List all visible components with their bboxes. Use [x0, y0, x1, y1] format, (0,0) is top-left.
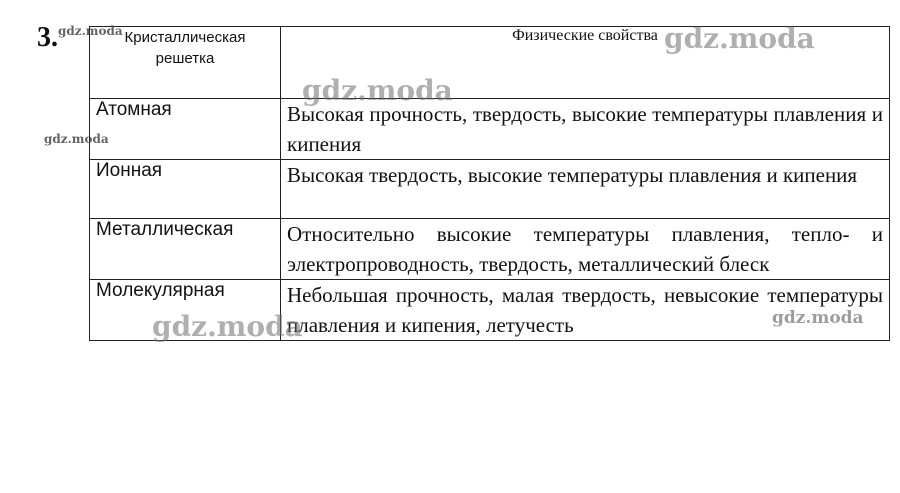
table-row	[90, 99, 890, 160]
watermark: gdz.moda	[152, 310, 303, 343]
lattice-name-cell: Ионная	[90, 160, 281, 219]
properties-cell: Высокая твердость, высокие температуры плавления и кипения	[281, 160, 890, 219]
watermark: gdz.moda	[44, 132, 109, 146]
properties-cell: Небольшая прочность, малая твердость, невысокие температуры плавления и кипения, летучесть	[281, 280, 890, 341]
table-row	[90, 160, 890, 219]
task-number: 3.	[37, 22, 58, 53]
lattice-name-cell: Атомная	[90, 99, 281, 160]
table-row	[90, 280, 890, 341]
lattice-name-cell: Молекулярная	[90, 280, 281, 341]
crystal-lattice-table	[89, 26, 890, 341]
watermark: gdz.moda	[302, 74, 453, 107]
watermark: gdz.moda	[58, 24, 123, 38]
watermark: gdz.moda	[772, 308, 864, 328]
properties-cell: Высокая прочность, твердость, высокие температуры плавления и кипения	[281, 99, 890, 160]
table-row	[90, 219, 890, 280]
watermark: gdz.moda	[664, 22, 815, 55]
header-properties: Физические свойства	[281, 27, 890, 99]
table-header-row	[90, 27, 890, 99]
lattice-name-cell: Металлическая	[90, 219, 281, 280]
header-lattice: Кристаллическая решетка	[90, 27, 281, 99]
properties-cell: Относительно высокие температуры плавления, тепло- и электропроводность, твердость, металлический блеск	[281, 219, 890, 280]
